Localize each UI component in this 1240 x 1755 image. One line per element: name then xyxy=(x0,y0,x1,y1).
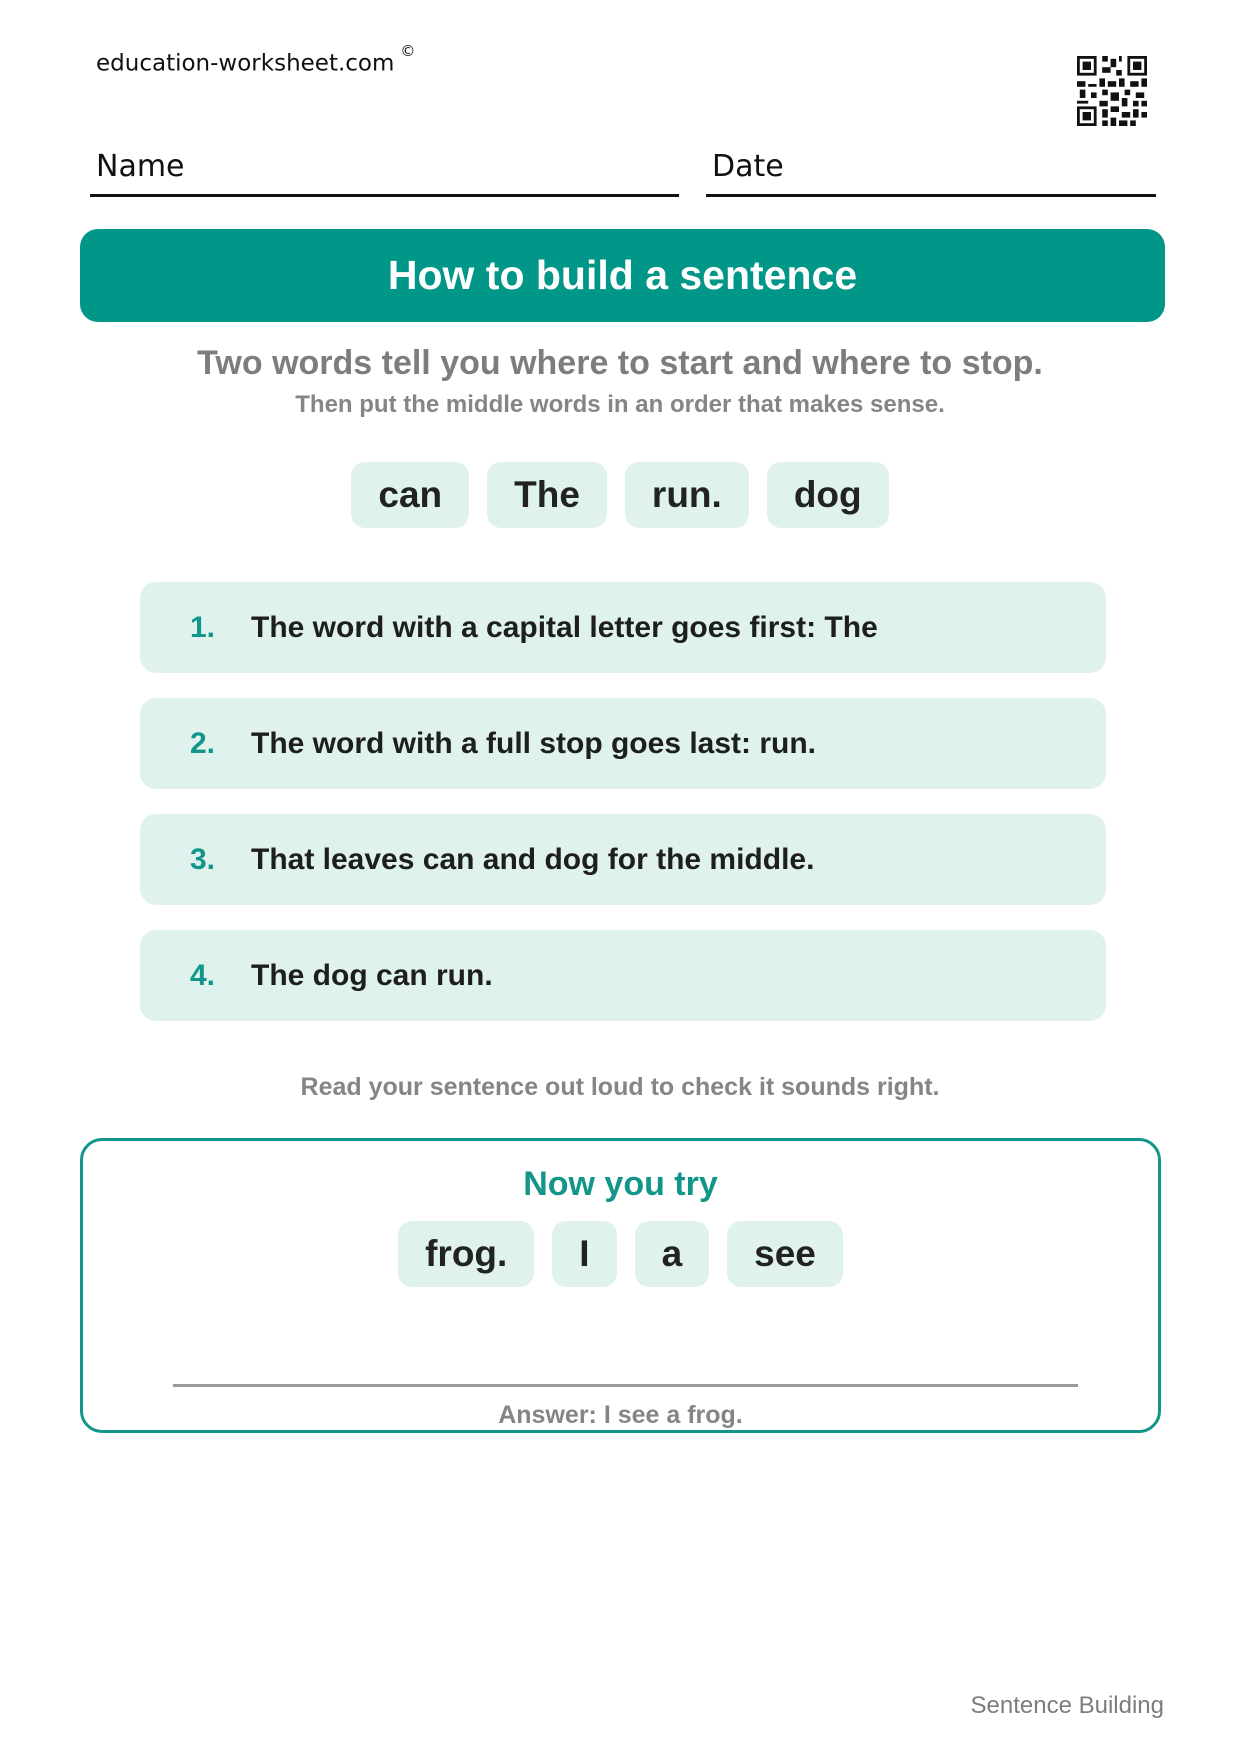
practice-box xyxy=(80,1138,1161,1433)
practice-chip-row xyxy=(83,1221,1158,1287)
date-label: Date xyxy=(712,149,784,184)
qr-code-icon xyxy=(1077,56,1147,126)
page-title: How to build a sentence xyxy=(387,252,858,298)
step-text: That leaves can and dog for the middle. xyxy=(251,842,815,876)
site-name: education-worksheet.com © xyxy=(96,42,416,77)
step-item xyxy=(140,582,1106,673)
copyright-mark: © xyxy=(400,42,416,60)
step-number: 2. xyxy=(190,726,216,760)
step-item xyxy=(140,930,1106,1021)
name-label: Name xyxy=(96,149,185,184)
practice-heading: Now you try xyxy=(523,1165,718,1203)
word-chip: can xyxy=(351,462,469,528)
word-chip: I xyxy=(552,1221,616,1287)
step-text: The word with a capital letter goes first: The xyxy=(251,610,878,644)
step-number: 1. xyxy=(190,610,216,644)
step-text: The dog can run. xyxy=(251,958,493,992)
step-number: 4. xyxy=(190,958,216,992)
word-chip: frog. xyxy=(398,1221,534,1287)
tip-note: Read your sentence out loud to check it sounds right. xyxy=(300,1073,940,1101)
date-field[interactable] xyxy=(706,140,1156,197)
word-chip: The xyxy=(487,462,607,528)
word-chip: see xyxy=(727,1221,843,1287)
title-banner xyxy=(80,229,1165,322)
word-chip: dog xyxy=(767,462,889,528)
answer-text: Answer: I see a frog. xyxy=(498,1401,743,1429)
subtitle-secondary: Then put the middle words in an order that makes sense. xyxy=(295,391,945,418)
word-chip: a xyxy=(635,1221,710,1287)
word-chip-row xyxy=(0,462,1240,528)
step-item xyxy=(140,698,1106,789)
step-list xyxy=(140,582,1106,1046)
step-text: The word with a full stop goes last: run. xyxy=(251,726,817,760)
step-item xyxy=(140,814,1106,905)
word-chip: run. xyxy=(625,462,749,528)
subtitle: Two words tell you where to start and where to stop. xyxy=(197,344,1043,382)
name-field[interactable] xyxy=(90,140,679,197)
answer-line[interactable] xyxy=(173,1384,1078,1387)
step-number: 3. xyxy=(190,842,216,876)
footer-label: Sentence Building xyxy=(970,1692,1164,1719)
